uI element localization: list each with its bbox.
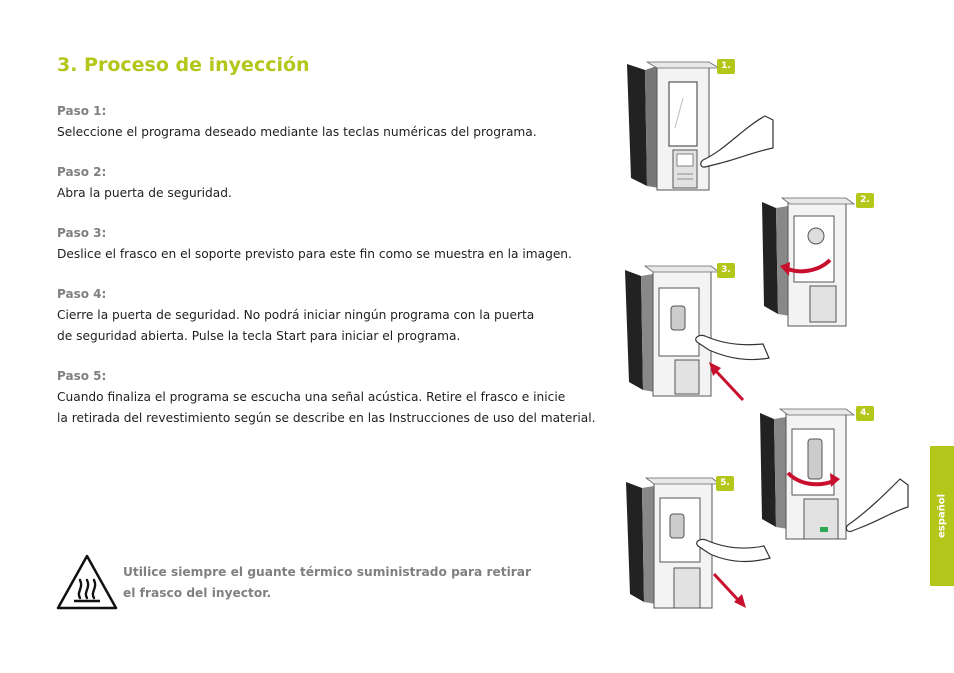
figure-step-2 [760, 192, 880, 332]
step-label: Paso 3: [57, 226, 107, 240]
step-4 [57, 286, 597, 347]
step-text [57, 183, 597, 204]
language-tab-label: español [936, 493, 948, 539]
step-badge: 1. [717, 59, 735, 74]
page-title: 3. Proceso de inyección [57, 54, 310, 76]
step-badge: 4. [856, 406, 874, 421]
step-3 [57, 225, 597, 265]
step-line: Abra la puerta de seguridad. [57, 186, 232, 200]
step-list [57, 103, 597, 450]
figure-step-4 [758, 403, 910, 545]
step-badge: 5. [716, 476, 734, 491]
figure-step-5 [624, 474, 774, 616]
heat-warning-icon [56, 554, 118, 610]
step-2 [57, 164, 597, 204]
furnace-close-door-illustration [758, 403, 910, 545]
furnace-insert-flask-illustration [623, 262, 773, 404]
warning-text [123, 562, 531, 604]
step-badge: 3. [717, 263, 735, 278]
step-label: Paso 2: [57, 165, 107, 179]
warning-line: el frasco del inyector. [123, 586, 272, 600]
furnace-remove-flask-illustration [624, 474, 774, 616]
step-label: Paso 4: [57, 287, 107, 301]
figure-step-3 [623, 262, 773, 404]
step-1 [57, 103, 597, 143]
step-line: la retirada del revestimiento según se describe en las Instrucciones de uso del material. [57, 411, 596, 425]
step-line: Cierre la puerta de seguridad. No podrá iniciar ningún programa con la puerta [57, 308, 535, 322]
furnace-press-key-illustration [625, 58, 775, 198]
figure-step-1 [625, 58, 775, 198]
step-line: Deslice el frasco en el soporte previsto para este fin como se muestra en la imagen. [57, 247, 572, 261]
step-badge: 2. [856, 193, 874, 208]
step-line: Seleccione el programa deseado mediante las teclas numéricas del programa. [57, 125, 537, 139]
step-text [57, 122, 597, 143]
step-label: Paso 5: [57, 369, 107, 383]
step-text [57, 244, 597, 265]
step-text [57, 387, 597, 429]
step-text [57, 305, 597, 347]
warning-line: Utilice siempre el guante térmico suministrado para retirar [123, 565, 532, 579]
step-line: Cuando finaliza el programa se escucha una señal acústica. Retire el frasco e inicie [57, 390, 566, 404]
step-line: de seguridad abierta. Pulse la tecla Start para iniciar el programa. [57, 329, 461, 343]
step-5 [57, 368, 597, 429]
language-tab [930, 446, 954, 586]
furnace-open-door-illustration [760, 192, 880, 332]
step-label: Paso 1: [57, 104, 107, 118]
